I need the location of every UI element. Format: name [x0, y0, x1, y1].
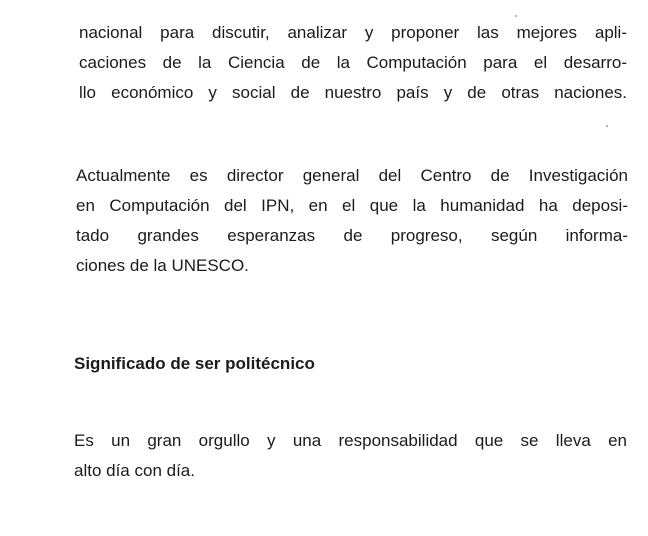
paragraph-intro-continuation [79, 18, 627, 108]
text-line: alto día con día. [74, 461, 195, 480]
text-line: Actualmente es director general del Centro de Investigación [76, 166, 628, 185]
paragraph-current-role [76, 161, 628, 281]
text-line: en Computación del IPN, en el que la humanidad ha deposi- [76, 196, 628, 215]
scan-speck [606, 125, 608, 127]
text-line: caciones de la Ciencia de la Computación para el desarro- [79, 53, 627, 72]
text-line: llo económico y social de nuestro país y de otras naciones. [79, 83, 627, 102]
text-line: tado grandes esperanzas de progreso, según informa- [76, 226, 628, 245]
text-line: ciones de la UNESCO. [76, 256, 249, 275]
scan-speck [515, 15, 517, 17]
paragraph-politecnico-meaning [74, 426, 627, 486]
section-heading: Significado de ser politécnico [74, 354, 315, 373]
text-line: nacional para discutir, analizar y proponer las mejores apli- [79, 23, 627, 42]
text-line: Es un gran orgullo y una responsabilidad que se lleva en [74, 431, 627, 450]
